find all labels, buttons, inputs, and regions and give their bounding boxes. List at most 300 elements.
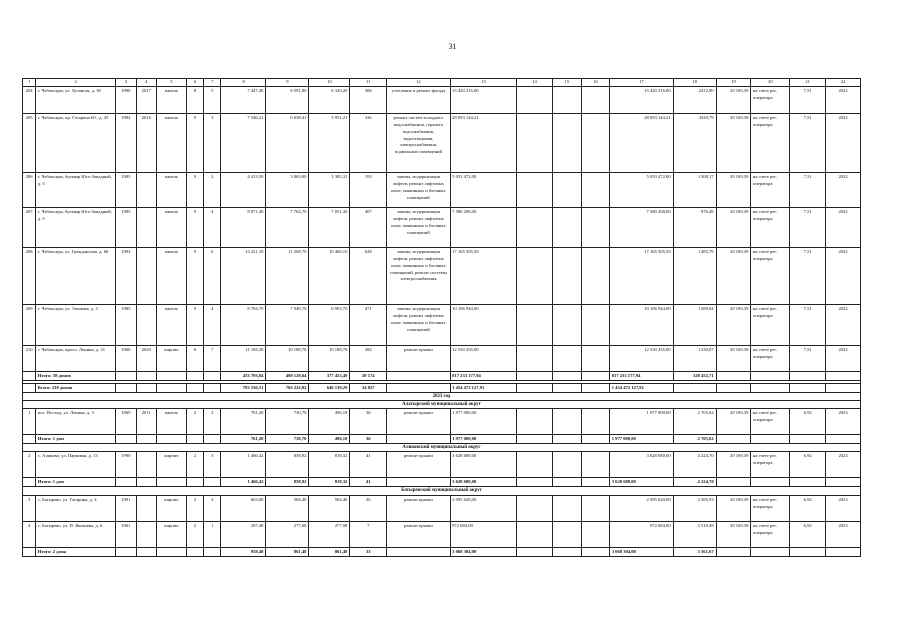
row-number: 207 — [23, 207, 36, 247]
entrances: 1 — [204, 521, 221, 547]
work-type: ремонт крыши — [387, 452, 450, 478]
build-year: 1985 — [116, 207, 136, 247]
plan-cost: 6,92 — [790, 495, 826, 521]
plan-year: 2023 — [826, 521, 861, 547]
empty-cell — [581, 495, 610, 521]
living-area: 858,92 — [266, 478, 309, 487]
empty-cell — [552, 113, 581, 172]
residents: 193 — [350, 172, 387, 207]
header-cell: 20 — [751, 79, 790, 87]
fund-cost: 17 165 505,50 — [610, 247, 673, 304]
address: пос. Восход, ул. Ленина, д. 3 — [36, 409, 116, 435]
empty-cell — [552, 207, 581, 247]
plan-cost: 7,51 — [790, 207, 826, 247]
fund-cost: 972 684,00 — [610, 521, 673, 547]
repair-year — [136, 304, 156, 345]
floors: 2 — [186, 495, 203, 521]
work-type: ремонт крыши — [387, 409, 450, 435]
owned-area: 3 385,31 — [309, 172, 350, 207]
living-area: 702 222,92 — [266, 383, 309, 392]
table-row — [23, 495, 861, 521]
empty-cell — [552, 547, 581, 556]
limit-cost: 20 169,39 — [716, 172, 751, 207]
empty-cell — [581, 371, 610, 380]
empty-cell — [116, 435, 136, 444]
section-total-row — [23, 435, 861, 444]
work-type: ремонт крыши — [387, 345, 450, 371]
repair-year — [136, 452, 156, 478]
entrances: 6 — [204, 247, 221, 304]
table-row — [23, 304, 861, 345]
empty-cell — [581, 547, 610, 556]
total-area: 663,00 — [221, 495, 266, 521]
repair-year — [136, 247, 156, 304]
owned-area: 496,10 — [309, 409, 350, 435]
unit-cost: 2412,90 — [673, 86, 716, 113]
empty-cell — [552, 409, 581, 435]
owned-area: 6 903,70 — [309, 304, 350, 345]
total-area: 958,48 — [221, 547, 266, 556]
residents: 326 — [350, 113, 387, 172]
living-area: 6 638,41 — [266, 113, 309, 172]
fund-cost: 1 977 000,00 — [610, 435, 673, 444]
build-year: 1991 — [116, 495, 136, 521]
limit-cost: 20 169,39 — [716, 304, 751, 345]
entrances: 7 — [204, 345, 221, 371]
owned-area: 818,32 — [309, 452, 350, 478]
row-number: 206 — [23, 172, 36, 207]
plan-cost: 7,51 — [790, 345, 826, 371]
unit-cost: 4 224,70 — [673, 452, 716, 478]
empty-cell — [552, 86, 581, 113]
unit-cost: 4320,79 — [673, 113, 716, 172]
living-area: 6 591,80 — [266, 86, 309, 113]
work-type: утепление и ремонт фасада — [387, 86, 450, 113]
empty-cell — [387, 383, 450, 392]
empty-cell — [204, 435, 221, 444]
plan-year: 2022 — [826, 86, 861, 113]
repair-year: 2020 — [136, 345, 156, 371]
empty-cell — [581, 86, 610, 113]
fund-cost: 3 068 304,00 — [610, 547, 673, 556]
empty-cell — [517, 409, 553, 435]
empty-cell — [204, 371, 221, 380]
section-heading-label: Аликовский муниципальный округ — [23, 444, 861, 452]
owned-area: 861,48 — [309, 547, 350, 556]
limit-cost: 20 169,39 — [716, 409, 751, 435]
empty-cell — [136, 478, 156, 487]
living-area: 10 188,78 — [266, 345, 309, 371]
residents: 36 — [350, 435, 387, 444]
plan-year: 2022 — [826, 345, 861, 371]
total-area: 7 546,21 — [221, 113, 266, 172]
fund-cost: 5 053 472,00 — [610, 172, 673, 207]
build-year: 1990 — [116, 86, 136, 113]
total-area: 8 871,40 — [221, 207, 266, 247]
total-area: 1 466,42 — [221, 452, 266, 478]
page-number: 31 — [448, 42, 457, 51]
empty-cell — [116, 383, 136, 392]
table-row — [23, 247, 861, 304]
residents: 41 — [350, 478, 387, 487]
owned-area: 5 951,21 — [309, 113, 350, 172]
table-row — [23, 409, 861, 435]
empty-cell — [23, 435, 36, 444]
residents: 306 — [350, 86, 387, 113]
total-cost: 17 165 505,50 — [450, 247, 517, 304]
empty-cell — [552, 172, 581, 207]
living-area: 584,40 — [266, 495, 309, 521]
fund-method: на счете рег. оператора — [751, 452, 790, 478]
row-number: 210 — [23, 345, 36, 371]
wall-material: панель — [157, 207, 187, 247]
empty-cell — [581, 247, 610, 304]
empty-cell — [552, 345, 581, 371]
empty-cell — [517, 113, 553, 172]
empty-cell — [136, 371, 156, 380]
total-area: 11 184,28 — [221, 345, 266, 371]
limit-cost: 20 169,39 — [716, 86, 751, 113]
wall-material: панель — [157, 113, 187, 172]
empty-cell — [116, 371, 136, 380]
total-area: 761,20 — [221, 409, 266, 435]
row-number: 209 — [23, 304, 36, 345]
empty-cell — [186, 371, 203, 380]
table-row — [23, 207, 861, 247]
total-cost: 3 068 304,00 — [450, 547, 517, 556]
address: г. Чебоксары, ул. Эльменя, д. 3 — [36, 304, 116, 345]
total-area: 4 413,50 — [221, 172, 266, 207]
empty-cell — [790, 478, 826, 487]
limit-cost: 20 169,39 — [716, 452, 751, 478]
owned-area: 6 330,20 — [309, 86, 350, 113]
residents: 26 — [350, 495, 387, 521]
header-cell: 5 — [157, 79, 187, 87]
build-year: 1985 — [116, 304, 136, 345]
plan-cost: 7,51 — [790, 172, 826, 207]
residents: 36 — [350, 409, 387, 435]
header-cell: 10 — [309, 79, 350, 87]
total-area: 297,48 — [221, 521, 266, 547]
empty-cell — [716, 371, 751, 380]
plan-cost: 6,92 — [790, 409, 826, 435]
total-cost: 15 420 216,00 — [450, 86, 517, 113]
header-cell: 9 — [266, 79, 309, 87]
wall-material: панель — [157, 304, 187, 345]
total-area: 13 221,10 — [221, 247, 266, 304]
address: г. Чебоксары, ул. Хузангая, д. 30 — [36, 86, 116, 113]
plan-cost: 7,51 — [790, 86, 826, 113]
empty-cell — [552, 495, 581, 521]
fund-method: на счете рег. оператора — [751, 495, 790, 521]
wall-material: кирпич — [157, 452, 187, 478]
section-total-row — [23, 478, 861, 487]
owned-area: 496,10 — [309, 435, 350, 444]
fund-cost: 7 580 208,00 — [610, 207, 673, 247]
owned-area: 646 139,29 — [309, 383, 350, 392]
fund-cost: 28 693 144,21 — [610, 113, 673, 172]
work-type: ремонт систем холодного водоснабжения, горячего водоснабжения, водоотведения, электроснабжения, подвальных помещений — [387, 113, 450, 172]
total-label: Всего: 210 домов — [36, 383, 116, 392]
total-cost: 972 684,00 — [450, 521, 517, 547]
living-area: 7 940,70 — [266, 304, 309, 345]
empty-cell — [751, 371, 790, 380]
empty-cell — [157, 435, 187, 444]
empty-cell — [790, 547, 826, 556]
total-area: 783 536,51 — [221, 383, 266, 392]
limit-cost: 20 169,39 — [716, 345, 751, 371]
header-cell: 3 — [116, 79, 136, 87]
total-cost: 3 628 680,00 — [450, 452, 517, 478]
empty-cell — [517, 371, 553, 380]
plan-year: 2022 — [826, 172, 861, 207]
unit-cost: 1308,17 — [673, 172, 716, 207]
address: г. Чебоксары, просп. Ленина, д. 21 — [36, 345, 116, 371]
living-area: 730,70 — [266, 409, 309, 435]
repair-year: 2017 — [136, 86, 156, 113]
empty-cell — [517, 478, 553, 487]
empty-cell — [204, 547, 221, 556]
fund-method: на счете рег. оператора — [751, 345, 790, 371]
build-year: 1982 — [116, 113, 136, 172]
row-number: 208 — [23, 247, 36, 304]
owned-area: 10 188,78 — [309, 345, 350, 371]
entrances: 3 — [204, 452, 221, 478]
floors: 2 — [186, 452, 203, 478]
empty-cell — [157, 371, 187, 380]
address: г. Чебоксары, ул. Гражданская, д. 66 — [36, 247, 116, 304]
residents: 407 — [350, 207, 387, 247]
empty-cell — [552, 371, 581, 380]
fund-cost: 2 095 620,00 — [610, 495, 673, 521]
total-label: Итого: 1 дом — [36, 435, 116, 444]
residents: 628 — [350, 247, 387, 304]
header-cell: 16 — [581, 79, 610, 87]
table-row — [23, 521, 861, 547]
empty-cell — [790, 383, 826, 392]
empty-cell — [552, 247, 581, 304]
fund-method: на счете рег. оператора — [751, 86, 790, 113]
living-area: 400 120,64 — [266, 371, 309, 380]
row-number: 3 — [23, 495, 36, 521]
fund-method: на счете рег. оператора — [751, 409, 790, 435]
total-area: 1 466,42 — [221, 478, 266, 487]
total-area: 7 447,40 — [221, 86, 266, 113]
unit-cost: 1289,04 — [673, 304, 716, 345]
work-type: ремонт крыши — [387, 521, 450, 547]
empty-cell — [157, 478, 187, 487]
header-cell: 7 — [204, 79, 221, 87]
total-label: Итого: 58 домов — [36, 371, 116, 380]
plan-year: 2023 — [826, 452, 861, 478]
address: с. Аликово, ул. Парковая, д. 13 — [36, 452, 116, 478]
empty-cell — [581, 478, 610, 487]
limit-cost: 20 169,39 — [716, 247, 751, 304]
unit-cost: 2 705,62 — [673, 435, 716, 444]
floors: 9 — [186, 113, 203, 172]
wall-material: кирпич — [157, 521, 187, 547]
empty-cell — [517, 172, 553, 207]
header-cell: 22 — [826, 79, 861, 87]
table-row — [23, 452, 861, 478]
section-heading — [23, 401, 861, 409]
section-heading — [23, 444, 861, 452]
empty-cell — [552, 304, 581, 345]
repair-year: 2016 — [136, 113, 156, 172]
empty-cell — [552, 478, 581, 487]
empty-cell — [157, 383, 187, 392]
plan-cost: 6,92 — [790, 452, 826, 478]
empty-cell — [581, 113, 610, 172]
empty-cell — [751, 547, 790, 556]
floors: 9 — [186, 172, 203, 207]
entrances: 5 — [204, 86, 221, 113]
empty-cell — [23, 383, 36, 392]
fund-cost: 3 628 680,00 — [610, 478, 673, 487]
repair-year — [136, 495, 156, 521]
build-year: 1990 — [116, 452, 136, 478]
residents: 471 — [350, 304, 387, 345]
living-area: 730,70 — [266, 435, 309, 444]
empty-cell — [517, 383, 553, 392]
total-cost: 7 580 208,00 — [450, 207, 517, 247]
header-cell: 1 — [23, 79, 36, 87]
address: с. Батырево, ул. П. Яковлева, д. 6 — [36, 521, 116, 547]
residents: 41 — [350, 452, 387, 478]
empty-cell — [716, 435, 751, 444]
limit-cost: 20 169,39 — [716, 521, 751, 547]
empty-cell — [552, 383, 581, 392]
empty-cell — [581, 207, 610, 247]
empty-cell — [826, 435, 861, 444]
owned-area: 584,40 — [309, 495, 350, 521]
total-label: Итого: 1 дом — [36, 478, 116, 487]
fund-method: на счете рег. оператора — [751, 172, 790, 207]
empty-cell — [716, 478, 751, 487]
table-row — [23, 113, 861, 172]
unit-cost: 2 705,62 — [673, 409, 716, 435]
empty-cell — [387, 547, 450, 556]
header-row — [23, 79, 861, 87]
row-number: 2 — [23, 452, 36, 478]
empty-cell — [552, 435, 581, 444]
wall-material: панель — [157, 86, 187, 113]
plan-year: 2023 — [826, 409, 861, 435]
unit-cost — [673, 383, 716, 392]
header-cell: 2 — [36, 79, 116, 87]
living-area: 277,08 — [266, 521, 309, 547]
total-cost: 817 233 177,94 — [450, 371, 517, 380]
year-heading-label: 2023 год — [23, 392, 861, 400]
empty-cell — [552, 452, 581, 478]
empty-cell — [581, 172, 610, 207]
address: г. Чебоксары, бульвар Юго-Западный, д. 5 — [36, 207, 116, 247]
empty-cell — [790, 435, 826, 444]
wall-material: панель — [157, 172, 187, 207]
unit-cost: 3 510,48 — [673, 521, 716, 547]
grand-total-row — [23, 383, 861, 392]
empty-cell — [23, 371, 36, 380]
floors: 2 — [186, 409, 203, 435]
unit-cost: 1230,07 — [673, 345, 716, 371]
work-type: замена, модернизация лифтов, ремонт лифтовых шахт, машинных и блочных помещений, ремонт системы электроснабжения — [387, 247, 450, 304]
plan-cost: 7,51 — [790, 113, 826, 172]
fund-cost: 15 420 216,00 — [610, 86, 673, 113]
total-cost: 1 977 000,00 — [450, 435, 517, 444]
fund-cost: 1 454 472 127,91 — [610, 383, 673, 392]
empty-cell — [581, 521, 610, 547]
floors: 8 — [186, 86, 203, 113]
empty-cell — [751, 383, 790, 392]
repair-year: 2011 — [136, 409, 156, 435]
plan-year: 2022 — [826, 113, 861, 172]
entrances: 2 — [204, 172, 221, 207]
table-row — [23, 172, 861, 207]
floors: 9 — [186, 207, 203, 247]
living-area: 858,92 — [266, 452, 309, 478]
empty-cell — [517, 304, 553, 345]
empty-cell — [517, 247, 553, 304]
empty-cell — [136, 547, 156, 556]
total-area: 8 704,70 — [221, 304, 266, 345]
plan-cost: 7,51 — [790, 247, 826, 304]
living-area: 861,48 — [266, 547, 309, 556]
total-cost: 28 693 144,21 — [450, 113, 517, 172]
row-number: 1 — [23, 409, 36, 435]
section-heading-label: Алатырский муниципальный округ — [23, 401, 861, 409]
owned-area: 10 466,10 — [309, 247, 350, 304]
total-row — [23, 371, 861, 380]
residents: 282 — [350, 345, 387, 371]
empty-cell — [581, 345, 610, 371]
header-cell: 11 — [350, 79, 387, 87]
limit-cost: 20 169,39 — [716, 495, 751, 521]
build-year: 1992 — [116, 247, 136, 304]
owned-area: 818,32 — [309, 478, 350, 487]
fund-method: на счете рег. оператора — [751, 521, 790, 547]
empty-cell — [23, 547, 36, 556]
owned-area: 277,08 — [309, 521, 350, 547]
empty-cell — [186, 383, 203, 392]
header-cell: 12 — [387, 79, 450, 87]
fund-method: на счете рег. оператора — [751, 247, 790, 304]
fund-cost: 3 628 680,00 — [610, 452, 673, 478]
residents: 33 — [350, 547, 387, 556]
empty-cell — [716, 547, 751, 556]
empty-cell — [387, 435, 450, 444]
build-year: 1985 — [116, 172, 136, 207]
empty-cell — [826, 383, 861, 392]
floors: 9 — [186, 247, 203, 304]
residents: 7 — [350, 521, 387, 547]
entrances: 3 — [204, 113, 221, 172]
unit-cost: 3 585,93 — [673, 495, 716, 521]
section-heading-label: Батыревский муниципальный округ — [23, 487, 861, 495]
repair-year — [136, 172, 156, 207]
empty-cell — [552, 521, 581, 547]
empty-cell — [186, 547, 203, 556]
work-type: замена, модернизация лифтов, ремонт лифтовых шахт, машинных и блочных помещений — [387, 304, 450, 345]
total-cost: 3 628 680,00 — [450, 478, 517, 487]
empty-cell — [517, 452, 553, 478]
fund-cost: 1 977 000,00 — [610, 409, 673, 435]
empty-cell — [826, 478, 861, 487]
work-type: ремонт крыши — [387, 495, 450, 521]
section-total-row — [23, 547, 861, 556]
empty-cell — [581, 435, 610, 444]
unit-cost: 976,49 — [673, 207, 716, 247]
header-cell: 4 — [136, 79, 156, 87]
